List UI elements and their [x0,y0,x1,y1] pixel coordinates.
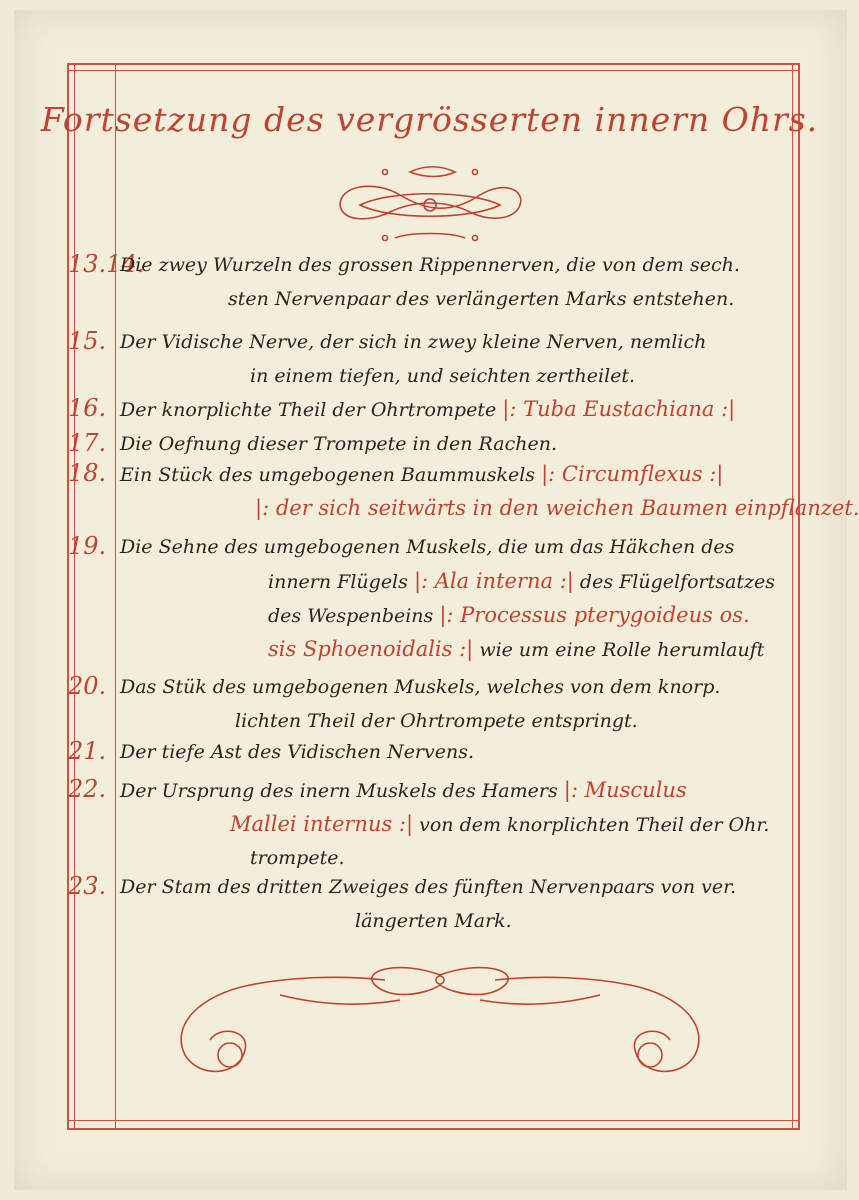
entry-line [120,457,723,492]
entry-line [120,248,740,282]
entry-line [268,632,764,667]
entry-line [230,807,769,842]
entry-number: 23. [68,872,107,900]
entry-line [235,704,638,738]
entry-line [120,870,736,904]
entry-line [120,325,706,359]
latin-term: |: Ala interna :| [413,569,574,593]
text-segment: Die Oefnung dieser Trompete in den Rachen. [120,433,557,455]
latin-term: |: Tuba Eustachiana :| [502,397,736,421]
text-segment: wie um eine Rolle herumlauft [479,639,765,661]
entry-number: 22. [68,775,107,803]
entry-line [250,359,635,393]
entry-number: 20. [68,672,107,700]
frame-top-rule-inner [67,70,800,71]
latin-term: |: Circumflexus :| [541,462,724,486]
top-flourish-ornament [330,160,530,245]
frame-top-rule-outer [67,63,800,65]
latin-term: Mallei internus :| [230,812,414,836]
text-segment: Der Ursprung des inern Muskels des Hamers [120,780,558,802]
text-segment: innern Flügels [268,571,408,593]
entry-number: 16. [68,394,107,422]
text-segment: längerten Mark. [355,910,512,932]
latin-term: |: Processus pterygoideus os. [439,603,750,627]
entry-line [120,670,720,704]
entry-line [255,491,859,526]
entry-number: 17. [68,429,107,457]
frame-bottom-rule-outer [67,1128,800,1130]
latin-term: |: Musculus [563,778,687,802]
latin-term: sis Sphoenoidalis :| [268,637,474,661]
entry-number: 21. [68,737,107,765]
text-segment: Der Vidische Nerve, der sich in zwey kleine Nerven, nemlich [120,331,707,353]
text-segment: Der tiefe Ast des Vidischen Nervens. [120,741,475,763]
text-segment: des Wespenbeins [268,605,434,627]
text-segment: Die Sehne des umgebogenen Muskels, die um das Häkchen des [120,536,735,558]
entry-line [355,904,512,938]
entry-line [268,598,750,633]
text-segment: in einem tiefen, und seichten zertheilet. [250,365,636,387]
entry-line [120,773,687,808]
text-segment: sten Nervenpaar des verlängerten Marks entstehen. [228,288,735,310]
text-segment: Das Stük des umgebogenen Muskels, welches von dem knorp. [120,676,721,698]
text-segment: von dem knorplichten Theil der Ohr. [419,814,770,836]
frame-right-rule-inner [792,63,793,1130]
text-segment: lichten Theil der Ohrtrompete entspringt. [235,710,638,732]
frame-number-column-rule [115,63,116,1130]
frame-right-rule-outer [798,63,800,1130]
bottom-flourish-ornament [160,955,720,1090]
entry-number: 18. [68,459,107,487]
frame-bottom-rule-inner [67,1120,800,1121]
frame-left-rule-inner [74,63,75,1130]
entry-line [120,392,735,427]
text-segment: Die zwey Wurzeln des grossen Rippennerven, die von dem sech. [120,254,740,276]
entry-line [120,427,557,461]
text-segment: des Flügelfortsatzes [579,571,775,593]
text-segment: Der knorplichte Theil der Ohrtrompete [120,399,497,421]
entry-line [120,530,734,564]
entry-number: 13.14. [68,250,145,278]
entry-line [268,564,775,599]
frame-left-rule-outer [67,63,69,1130]
text-segment: Der Stam des dritten Zweiges des fünften Nervenpaars von ver. [120,876,737,898]
entry-number: 19. [68,532,107,560]
text-segment: trompete. [250,847,345,869]
entry-line [120,735,474,769]
latin-term: |: der sich seitwärts in den weichen Baumen einpflanzet. [255,496,859,520]
text-segment: Ein Stück des umgebogenen Baummuskels [120,464,536,486]
page-title: Fortsetzung des vergrösserten innern Ohrs. [40,100,819,139]
entry-line [228,282,734,316]
entry-number: 15. [68,327,107,355]
